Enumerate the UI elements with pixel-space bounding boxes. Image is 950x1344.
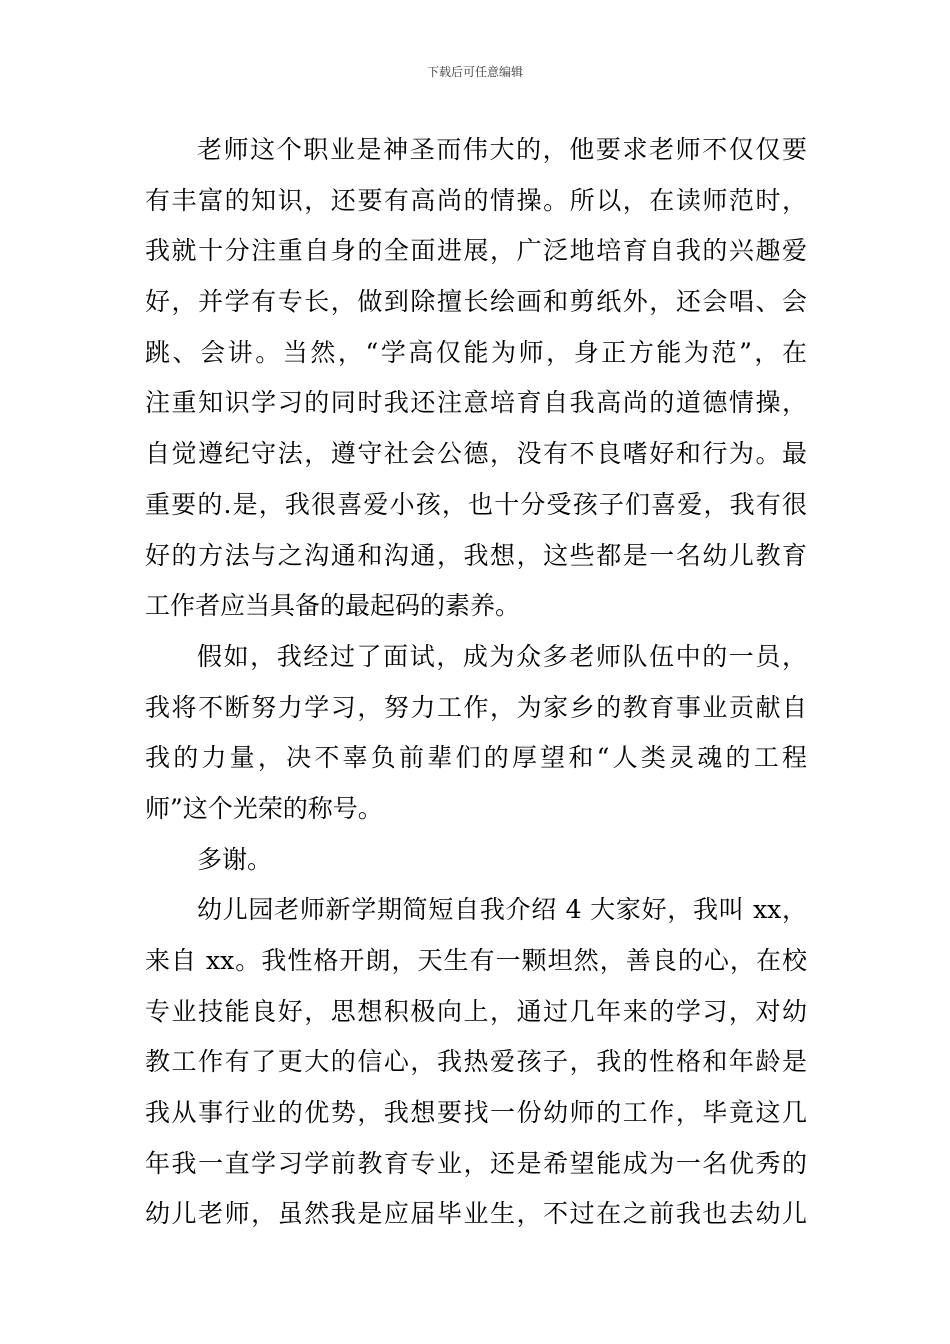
paragraph-self-introduction-4 [145,885,807,1240]
text-line: 专业技能良好，思想积极向上，通过几年来的学习，对幼 [145,996,807,1026]
text-line: 来自 xx。我性格开朗，天生有一颗坦然，善良的心，在校 [145,946,807,975]
paragraph-interview-goal [145,632,807,835]
text-line: 注重知识学习的同时我还注意培育自我高尚的道德情操， [145,388,807,418]
page-header: 下载后可任意编辑 [426,65,523,79]
text-line: 幼儿园老师新学期简短自我介绍 4 大家好，我叫 xx， [197,895,807,925]
text-line: 重要的.是，我很喜爱小孩，也十分受孩子们喜爱，我有很 [145,489,807,519]
text-line: 好，并学有专长，做到除擅长绘画和剪纸外，还会唱、会 [145,287,807,317]
text-line: 年我一直学习学前教育专业，还是希望能成为一名优秀的 [145,1148,807,1178]
document-body [145,125,807,1240]
text-line: 假如，我经过了面试，成为众多老师队伍中的一员， [197,641,807,671]
text-line: 我就十分注重自身的全面进展，广泛地培育自我的兴趣爱 [145,236,807,266]
text-line: 跳、会讲。当然，“学高仅能为师，身正方能为范”，在 [145,337,807,367]
text-line: 有丰富的知识，还要有高尚的情操。所以，在读师范时， [145,185,807,215]
text-line: 多谢。 [197,844,273,874]
paragraph-thanks [145,835,807,886]
text-line: 我从事行业的优势，我想要找一份幼师的工作，毕竟这几 [145,1098,807,1128]
text-line: 教工作有了更大的信心，我热爱孩子，我的性格和年龄是 [145,1047,807,1077]
text-line: 师”这个光荣的称号。 [145,793,383,823]
text-line: 老师这个职业是神圣而伟大的，他要求老师不仅仅要 [197,135,807,164]
text-line: 好的方法与之沟通和沟通，我想，这些都是一名幼儿教育 [145,540,807,570]
text-line: 自觉遵纪守法，遵守社会公德，没有不良嗜好和行为。最 [145,439,807,469]
text-line: 我的力量，决不辜负前辈们的厚望和“人类灵魂的工程 [145,743,807,773]
text-line: 工作者应当具备的最起码的素养。 [145,591,521,621]
text-line: 我将不断努力学习，努力工作，为家乡的教育事业贡献自 [145,692,807,722]
paragraph-teacher-profession [145,125,807,632]
text-line: 幼儿老师，虽然我是应届毕业生，不过在之前我也去幼儿 [145,1199,807,1229]
